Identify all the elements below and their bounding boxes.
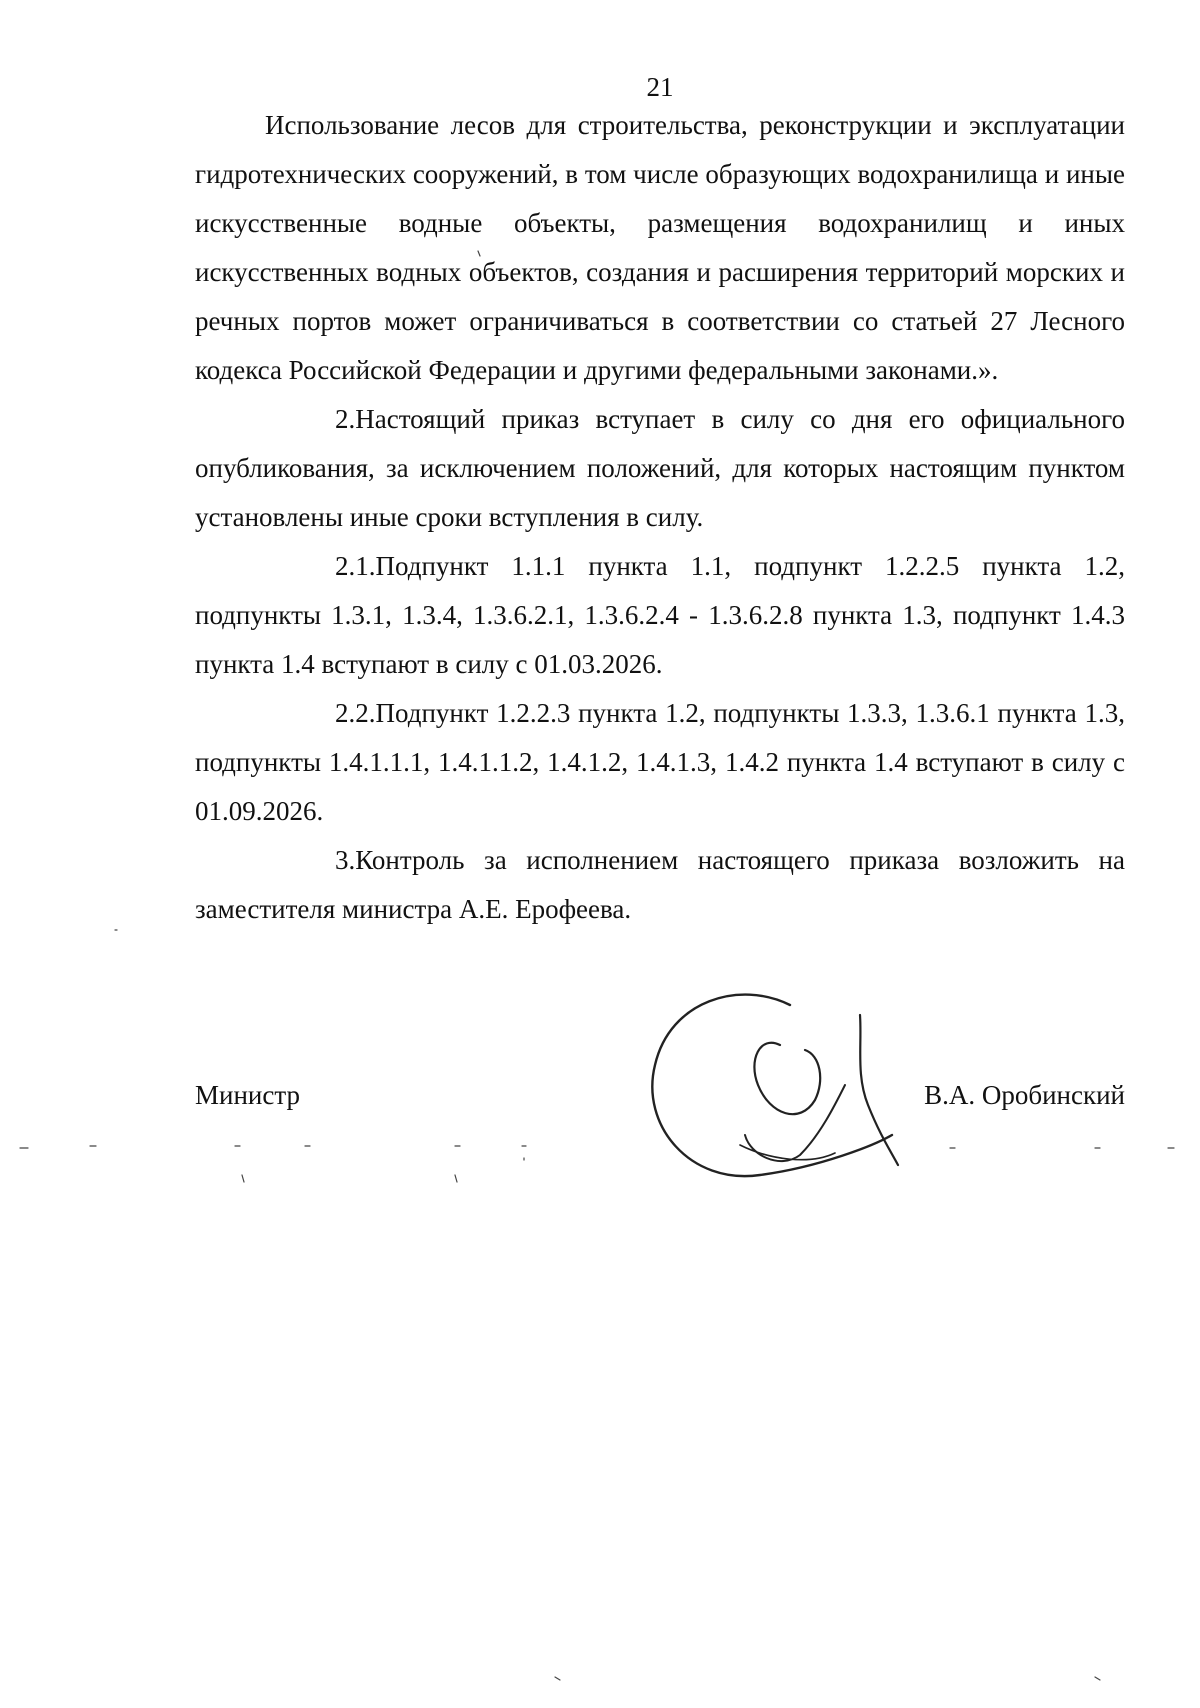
signer-name: В.А. Оробинский bbox=[924, 1080, 1125, 1110]
document-body bbox=[195, 101, 1125, 934]
paragraph-text: Подпункт 1.1.1 пункта 1.1, подпункт 1.2.2.5 пункта 1.2, подпункты 1.3.1, 1.3.4, 1.3.6.2.1, 1.3.6.2.4 - 1.3.6.2.8 пункта 1.3, подпункт 1.4.3 пункта 1.4 вступают в силу с 01.03.2026. bbox=[195, 551, 1125, 679]
page-number: 21 bbox=[646, 72, 674, 102]
signer-position: Министр bbox=[195, 1080, 300, 1110]
paragraph-number: 2.2. bbox=[335, 698, 376, 728]
paragraph-text: Настоящий приказ вступает в силу со дня его официального опубликования, за исключением положений, для которых настоящим пунктом установлены иные сроки вступления в силу. bbox=[195, 404, 1125, 532]
paragraph-item-2-2 bbox=[195, 689, 1125, 836]
paragraph-text: Контроль за исполнением настоящего приказа возложить на заместителя министра А.Е. Ерофеева. bbox=[195, 845, 1125, 924]
paragraph-item-2-1 bbox=[195, 542, 1125, 689]
paragraph-text: Использование лесов для строительства, реконструкции и эксплуатации гидротехнических сооружений, в том числе образующих водохранилища и иные искусственные водные объекты, размещения водохранилищ и иных искусственных водных объектов, создания и расширения территорий морских и речных портов может ограничиваться в соответствии со статьей 27 Лесного кодекса Российской Федерации и другими федеральными законами.». bbox=[195, 110, 1125, 385]
paragraph-item-3 bbox=[195, 836, 1125, 934]
paragraph-number: 3. bbox=[335, 845, 356, 875]
paragraph-number: 2.1. bbox=[335, 551, 376, 581]
paragraph-text: Подпункт 1.2.2.3 пункта 1.2, подпункты 1.3.3, 1.3.6.1 пункта 1.3, подпункты 1.4.1.1.1, 1.4.1.1.2, 1.4.1.2, 1.4.1.3, 1.4.2 пункта 1.4 вступают в силу с 01.09.2026. bbox=[195, 698, 1125, 826]
paragraph-forest-use bbox=[195, 101, 1125, 395]
signature-block bbox=[0, 1070, 1200, 1130]
paragraph-number: 2. bbox=[335, 404, 356, 434]
paragraph-item-2 bbox=[195, 395, 1125, 542]
